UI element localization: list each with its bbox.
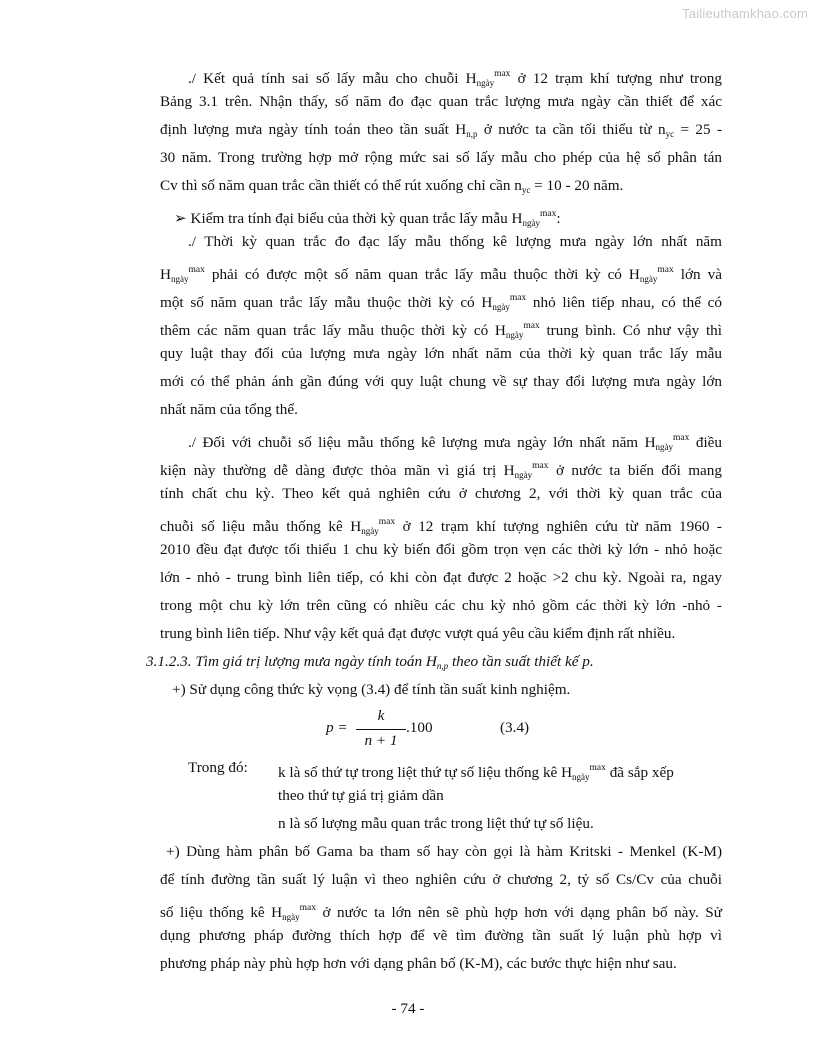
page-number: - 74 - (391, 1000, 425, 1017)
p1-line4: 30 năm. Trong trường hợp mở rộng mức sai số lấy mẫu cho phép của hệ số phân tán (160, 149, 722, 166)
p5-line5: phương pháp này phù hợp hơn với dạng phân bố (K-M), các bước thực hiện như sau. (160, 955, 677, 972)
p2-line4: thêm các năm quan trắc lấy mẫu thuộc thời kỳ có $H_{ngày}^{max}$ trung bình. Có như vậy thì (160, 321, 722, 340)
p4-line: +) Sử dụng công thức kỳ vọng (3.4) để tính tần suất kinh nghiệm. (172, 681, 571, 698)
watermark: Tailieuthamkhao.com (682, 6, 808, 21)
formula-lhs: p = (326, 719, 348, 736)
formula-tail: .100 (406, 719, 433, 736)
p5-line3: số liệu thống kê $H_{ngày}^{max}$ ở nước ta lớn nên sẽ phù hợp hơn với dạng phân bố này. Sử (160, 903, 722, 922)
formula-label: (3.4) (500, 719, 530, 736)
p1-line2: Bảng 3.1 trên. Nhận thấy, số năm đo đạc quan trắc lượng mưa ngày cần thiết để xác (160, 93, 722, 110)
p2-line5: quy luật thay đổi của lượng mưa ngày lớn nhất năm của thời kỳ quan trắc lấy mẫu (160, 345, 722, 362)
p1-line3: định lượng mưa ngày tính toán theo tần suất $H_{n,p}$ ở nước ta cần tối thiểu từ $n_{yc} = 25$ - (160, 121, 723, 139)
formula-3-4 (326, 706, 566, 754)
p2-line6: mới có thể phản ánh gần đúng với quy luật chung về sự thay đổi lượng mưa ngày lớn (160, 373, 722, 390)
p1-line1: ./ Kết quả tính sai số lấy mẫu cho chuỗi $H_{ngày}^{max}$ ở 12 trạm khí tượng như trong (188, 69, 722, 88)
p2-line2: $H_{ngày}^{max}$ phải có được một số năm quan trắc lấy mẫu thuộc thời kỳ có $H_{ngày}^{max}$ lớn và (160, 265, 723, 284)
p2-line3: một số năm quan trắc lấy mẫu thuộc thời kỳ có $H_{ngày}^{max}$ nhỏ liên tiếp nhau, có thể có (160, 293, 722, 312)
p3-line4: chuỗi số liệu mẫu thống kê $H_{ngày}^{max}$ ở 12 trạm khí tượng nghiên cứu từ năm 1960 - (160, 517, 722, 536)
p3-line8: trung bình liên tiếp. Như vậy kết quả đạt được vượt quá yêu cầu kiểm định rất nhiều. (160, 625, 676, 642)
formula-denominator: n + 1 (364, 732, 398, 749)
where-label: Trong đó: (188, 759, 248, 776)
where-line3: n là số lượng mẫu quan trắc trong liệt thứ tự số liệu. (278, 815, 594, 832)
p3-line7: trong một chu kỳ lớn trên cũng có nhiều các chu kỳ nhỏ gồm các thời kỳ lớn -nhỏ - (160, 597, 722, 614)
arrow-bullet-icon: ➢ (174, 210, 187, 227)
p2-line1: ./ Thời kỳ quan trắc đo đạc lấy mẫu thống kê lượng mưa ngày lớn nhất năm (188, 233, 722, 250)
fraction-bar (356, 729, 406, 730)
p5-line1: +) Dùng hàm phân bố Gama ba tham số hay còn gọi là hàm Kritski - Menkel (K-M) (166, 843, 722, 860)
p3-line6: lớn - nhỏ - trung bình liên tiếp, có khi còn đạt được 2 hoặc >2 chu kỳ. Ngoài ra, ngay (160, 569, 722, 586)
bullet-item: ➢ Kiểm tra tính đại biểu của thời kỳ quan trắc lấy mẫu $H_{ngày}^{max}$: (174, 209, 561, 228)
p5-line4: dụng phương pháp đường thích hợp để vẽ tìm đường tần suất lý luận phù hợp vì (160, 927, 722, 944)
p3-line2: kiện này thường dễ dàng được thỏa mãn vì giá trị $H_{ngày}^{max}$ ở nước ta biến đổi mang (160, 461, 722, 480)
section-heading: 3.1.2.3. Tìm giá trị lượng mưa ngày tính toán $H_{n,p}$ theo tần suất thiết kế p. (146, 653, 594, 671)
p3-line3: tính chất chu kỳ. Theo kết quả nghiên cứu ở chương 2, với thời kỳ quan trắc của (160, 485, 722, 502)
where-line1: k là số thứ tự trong liệt thứ tự số liệu thống kê $H_{ngày}^{max}$ đã sắp xếp (278, 763, 674, 782)
p2-line7: nhất năm của tổng thể. (160, 401, 298, 418)
p1-line5: Cv thì số năm quan trắc cần thiết có thể rút xuống chỉ cần $n_{yc} = 10 - 20$ năm. (160, 177, 624, 195)
p3-line5: 2010 đều đạt được tối thiểu 1 chu kỳ biến đổi gồm trọn vẹn các thời kỳ lớn - nhỏ hoặc (160, 541, 722, 558)
p3-line1: ./ Đối với chuỗi số liệu mẫu thống kê lượng mưa ngày lớn nhất năm $H_{ngày}^{max}$ điều (188, 433, 723, 452)
formula-numerator: k (377, 707, 385, 724)
p5-line2: để tính đường tần suất lý luận vì theo nghiên cứu ở chương 2, tỷ số Cs/Cv của chuỗi (160, 871, 722, 888)
where-line2: theo thứ tự giá trị giảm dần (278, 787, 444, 804)
